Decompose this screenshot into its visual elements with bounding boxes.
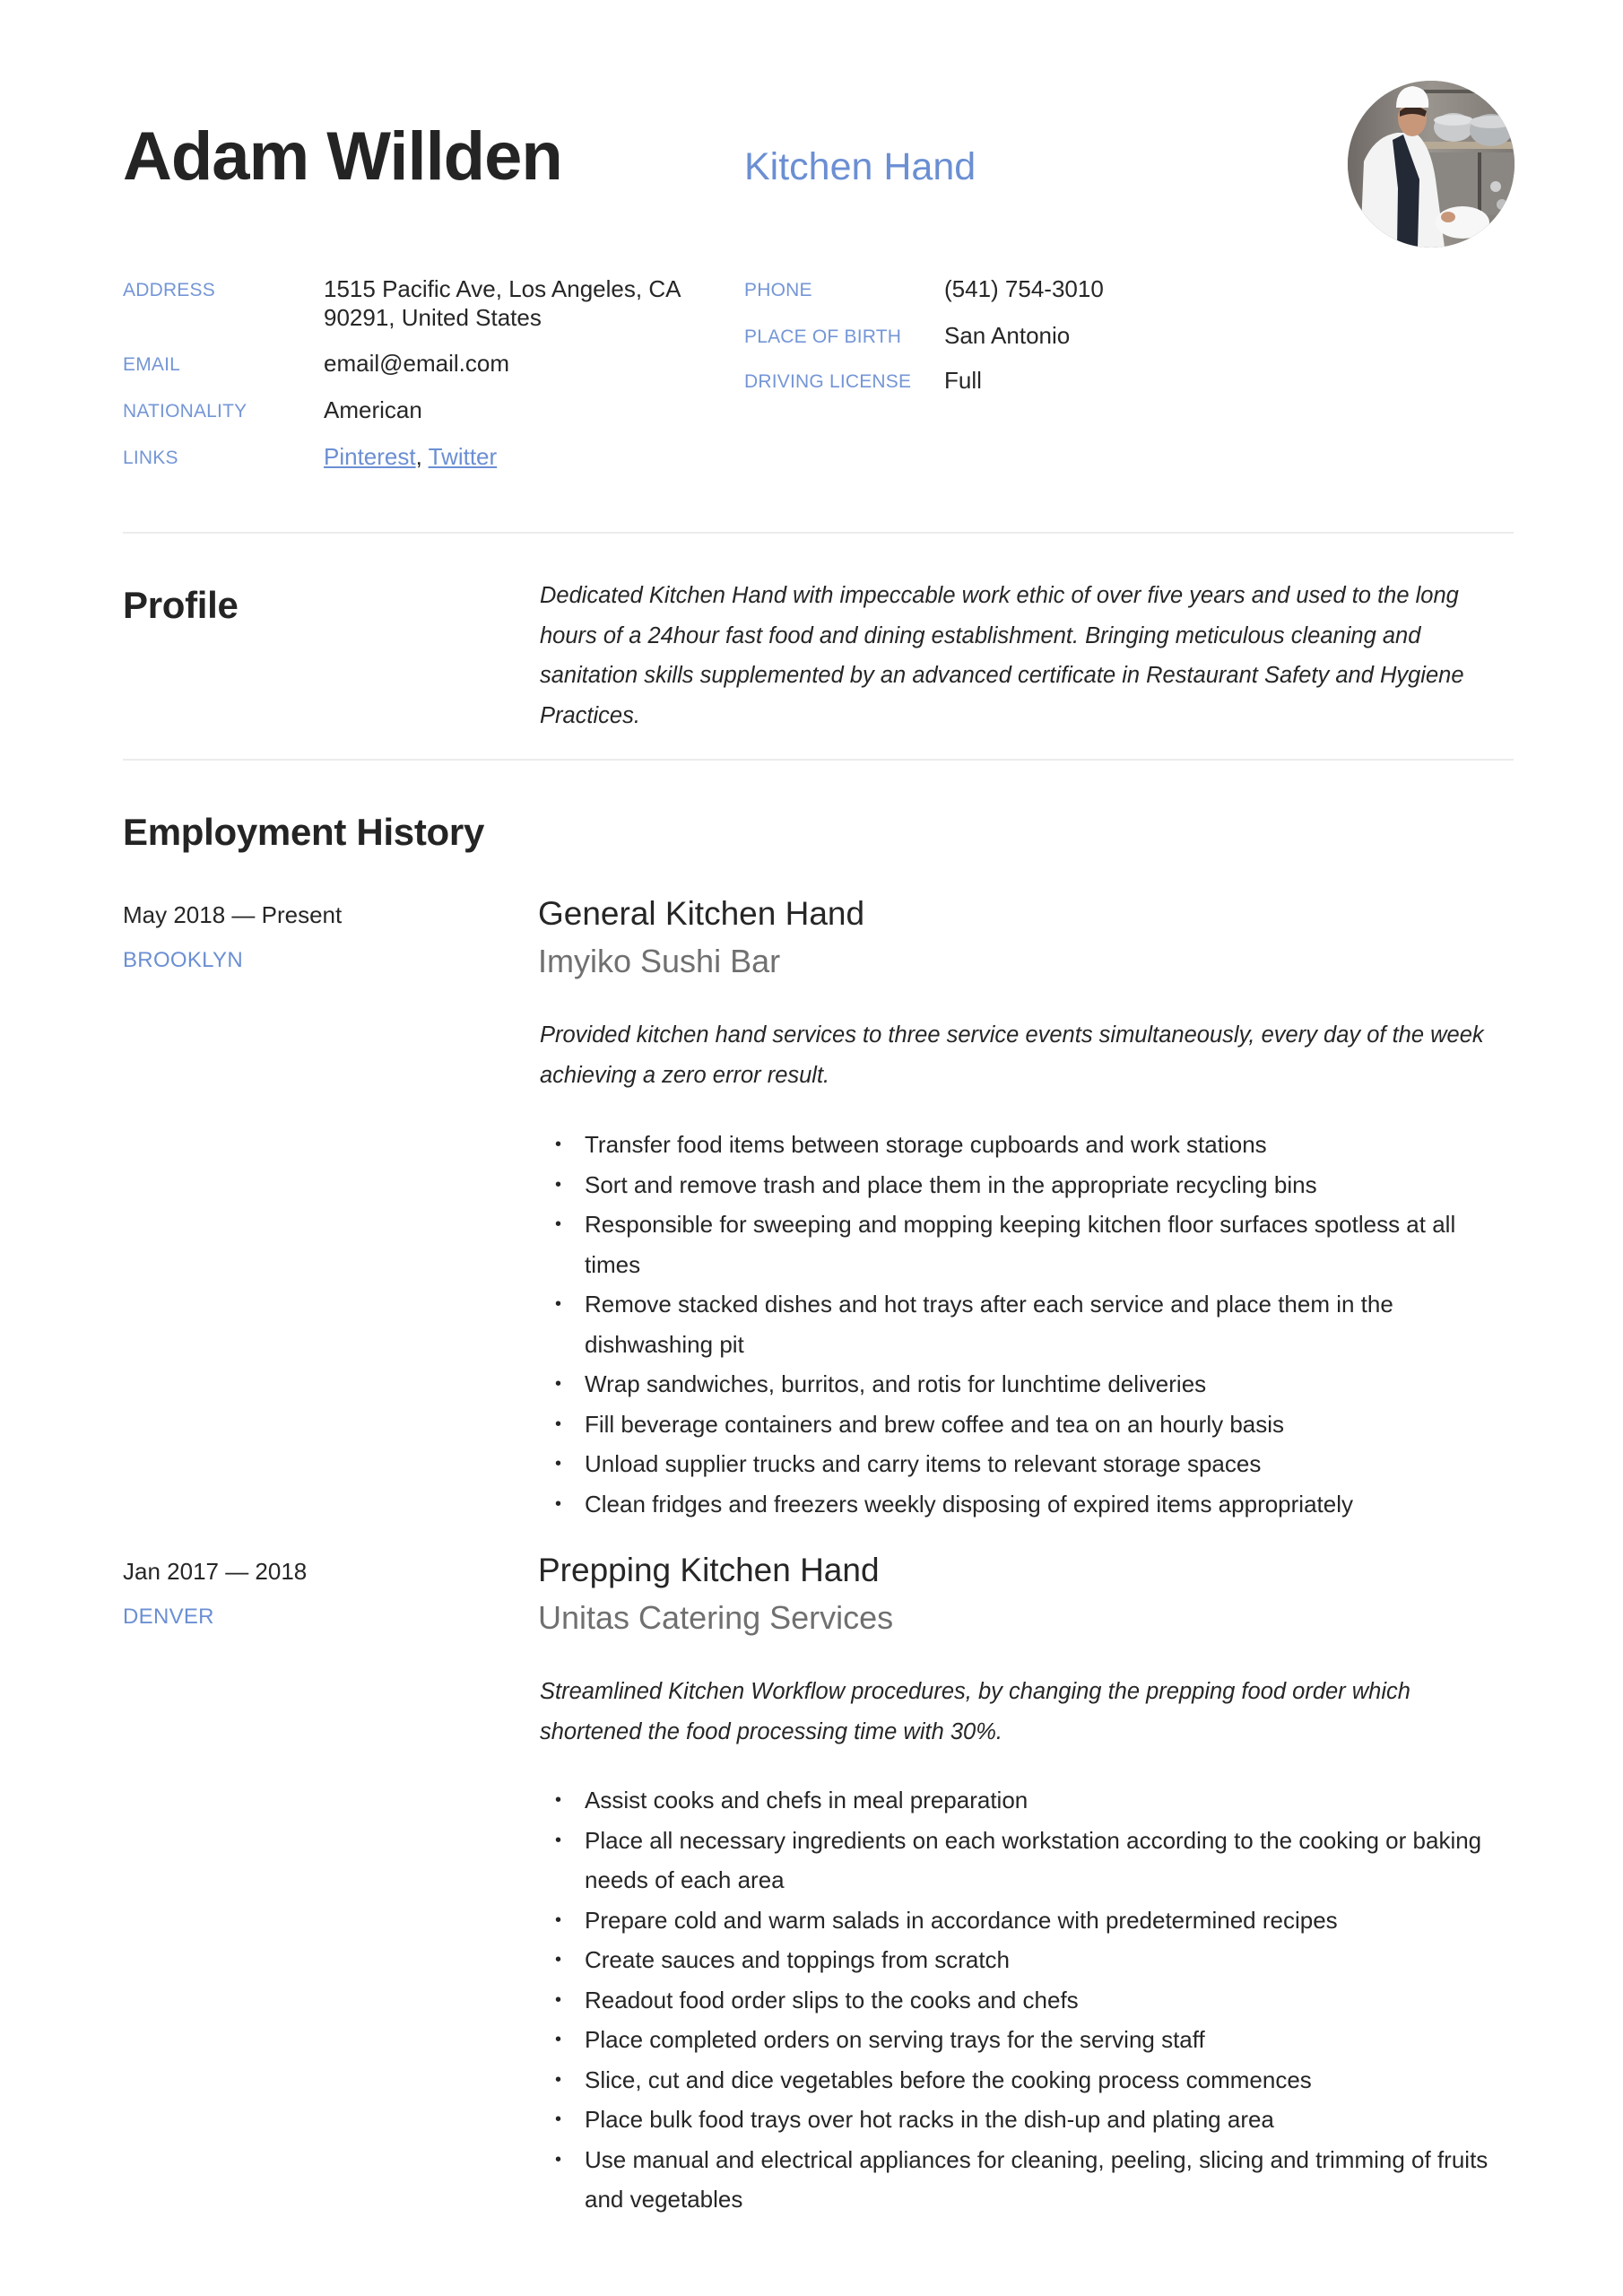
bullet-icon: • xyxy=(555,1214,562,1234)
list-item: • Slice, cut and dice vegetables before the cooking process commences xyxy=(540,2060,1517,2100)
list-item: • Readout food order slips to the cooks and chefs xyxy=(540,1980,1517,2021)
list-item: • Responsible for sweeping and mopping keeping kitchen floor surfaces spotless at all times xyxy=(540,1205,1517,1284)
address-line-2: 90291, United States xyxy=(324,304,542,331)
bullet-icon: • xyxy=(555,1950,562,1970)
bullet-icon: • xyxy=(555,1790,562,1810)
bullet-icon: • xyxy=(555,1135,562,1154)
bullet-icon: • xyxy=(555,2149,562,2170)
links-label: LINKS xyxy=(123,448,178,468)
list-item: • Clean fridges and freezers weekly disposing of expired items appropriately xyxy=(540,1484,1517,1525)
email-value: email@email.com xyxy=(324,350,509,377)
job-2-dates: Jan 2017 — 2018 xyxy=(123,1558,308,1585)
bullet-icon: • xyxy=(555,1454,562,1474)
bullet-icon: • xyxy=(555,1989,562,2010)
bullet-icon: • xyxy=(555,1493,562,1514)
profile-heading: Profile xyxy=(123,584,239,626)
list-item: • Place completed orders on serving trays for the serving staff xyxy=(540,2020,1517,2060)
candidate-name: Adam Willden xyxy=(123,118,562,195)
driving-license-label: DRIVING LICENSE xyxy=(744,371,912,392)
list-item: • Fill beverage containers and brew coffee and tea on an hourly basis xyxy=(540,1405,1517,1445)
driving-license-value: Full xyxy=(944,367,982,394)
pinterest-link[interactable]: Pinterest xyxy=(324,443,416,470)
bullet-icon: • xyxy=(555,1374,562,1394)
links-value xyxy=(324,442,497,471)
bullet-icon: • xyxy=(555,2030,562,2049)
profile-photo xyxy=(1348,81,1515,248)
list-item: • Place bulk food trays over hot racks in the dish-up and plating area xyxy=(540,2100,1517,2140)
list-item: • Wrap sandwiches, burritos, and rotis for lunchtime deliveries xyxy=(540,1364,1517,1405)
address-label: ADDRESS xyxy=(123,280,215,300)
job-2-description: Streamlined Kitchen Workflow procedures, by changing the prepping food order which shortened the food processing time with 30%. xyxy=(540,1679,1410,1744)
list-item: • Unload supplier trucks and carry items to relevant storage spaces xyxy=(540,1444,1517,1484)
list-item: • Prepare cold and warm salads in accordance with predetermined recipes xyxy=(540,1900,1517,1941)
list-item: • Create sauces and toppings from scratch xyxy=(540,1940,1517,1980)
nationality-label: NATIONALITY xyxy=(123,401,247,422)
list-item: • Sort and remove trash and place them in the appropriate recycling bins xyxy=(540,1165,1517,1205)
job-1-location: BROOKLYN xyxy=(123,948,243,972)
section-divider xyxy=(123,759,1514,761)
job-1-responsibilities xyxy=(540,1125,1517,1524)
job-1-dates: May 2018 — Present xyxy=(123,901,343,928)
profile-summary: Dedicated Kitchen Hand with impeccable work ethic of over five years and used to the long hours of a 24hour fast food and dining establishment. Bringing meticulous cleaning and sanitation skills supplemented by an advanced certificate in Restaurant Safety and Hygiene Practices. xyxy=(540,583,1464,728)
place-of-birth-value: San Antonio xyxy=(944,322,1071,349)
job-2-location: DENVER xyxy=(123,1605,214,1629)
address-line-1: 1515 Pacific Ave, Los Angeles, CA xyxy=(324,275,681,302)
phone-value: (541) 754-3010 xyxy=(944,275,1104,302)
phone-label: PHONE xyxy=(744,280,812,300)
bullet-icon: • xyxy=(555,1174,562,1195)
twitter-link[interactable]: Twitter xyxy=(428,443,498,470)
employment-heading: Employment History xyxy=(123,811,485,853)
links-separator: , xyxy=(415,443,422,470)
list-item: • Transfer food items between storage cupboards and work stations xyxy=(540,1125,1517,1165)
list-item: • Use manual and electrical appliances for cleaning, peeling, slicing and trimming of fruits and vegetables xyxy=(540,2140,1517,2220)
job-2-role: Prepping Kitchen Hand xyxy=(538,1552,880,1588)
job-1-role: General Kitchen Hand xyxy=(538,895,865,932)
bullet-icon: • xyxy=(555,1830,562,1850)
list-item: • Place all necessary ingredients on each workstation according to the cooking or baking needs of each area xyxy=(540,1821,1517,1900)
bullet-icon: • xyxy=(555,1909,562,1930)
nationality-value: American xyxy=(324,396,422,423)
chef-photo-illustration xyxy=(1348,81,1515,248)
place-of-birth-label: PLACE OF BIRTH xyxy=(744,326,902,347)
bullet-icon: • xyxy=(555,2069,562,2090)
bullet-icon: • xyxy=(555,2109,562,2129)
bullet-icon: • xyxy=(555,1294,562,1314)
job-1-description: Provided kitchen hand services to three service events simultaneously, every day of the week achieving a zero error result. xyxy=(540,1022,1484,1088)
job-2-responsibilities xyxy=(540,1780,1517,2220)
job-2-company: Unitas Catering Services xyxy=(538,1599,894,1636)
list-item: • Assist cooks and chefs in meal preparation xyxy=(540,1780,1517,1821)
list-item: • Remove stacked dishes and hot trays after each service and place them in the dishwashing pit xyxy=(540,1284,1517,1364)
bullet-icon: • xyxy=(555,1413,562,1434)
email-label: EMAIL xyxy=(123,354,181,375)
job-title: Kitchen Hand xyxy=(744,145,976,188)
job-1-company: Imyiko Sushi Bar xyxy=(538,943,781,979)
section-divider xyxy=(123,532,1514,534)
